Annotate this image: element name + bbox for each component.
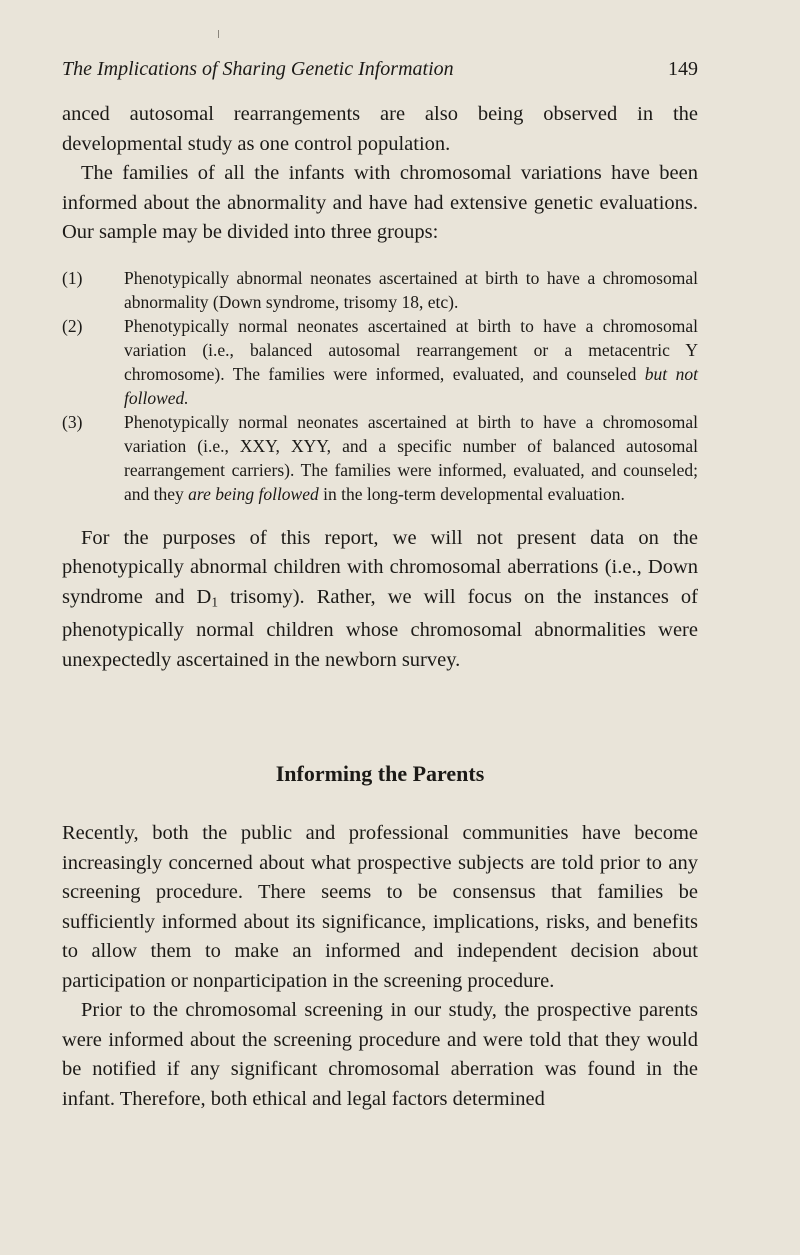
scan-mark bbox=[218, 30, 219, 38]
list-item bbox=[62, 410, 698, 506]
paragraph-text: For the purposes of this report, we will not present data on the phenotypically abnormal children with chromosomal aberrations (i.e., Down syndrome and D bbox=[62, 526, 698, 608]
running-head bbox=[62, 58, 698, 81]
paragraph-prior-screening: Prior to the chromosomal screening in our study, the prospective parents were informed about the screening procedure and were told that they would be notified if any significant chromosomal aberration was found in the infant. Therefore, both ethical and legal factors determined bbox=[62, 999, 698, 1110]
list-item bbox=[62, 314, 698, 410]
list-item-text: Phenotypically normal neonates ascertained at birth to have a chromosomal variation (i.e., XXY, XYY, and a specific number of balanced autosomal rearrangement carriers). The families were informed, evaluated, and counseled; and they bbox=[124, 411, 698, 504]
body-text bbox=[62, 100, 698, 1114]
subscript: 1 bbox=[211, 593, 219, 609]
list-item-emphasis: but not followed. bbox=[124, 363, 698, 408]
paragraph-text-end: trisomy). Rather, we will focus on the instances of phenotypically normal children whose chromosomal abnormalities were unexpectedly ascertained in the newborn survey. bbox=[62, 585, 698, 671]
running-head-title: The Implications of Sharing Genetic Information bbox=[62, 58, 454, 80]
list-marker: (3) bbox=[62, 411, 83, 432]
list-marker: (1) bbox=[62, 267, 83, 288]
paragraph-continued: anced autosomal rearrangements are also being observed in the developmental study as one control population. bbox=[62, 103, 698, 155]
list-marker: (2) bbox=[62, 315, 83, 336]
page-number: 149 bbox=[668, 58, 698, 80]
list-item bbox=[62, 266, 698, 314]
paragraph-informing: Recently, both the public and professional communities have become increasingly concerned about what prospective subjects are told prior to any screening procedure. There seems to be consensus that families be sufficiently informed about its significance, implications, risks, and benefits to allow them to make an informed and independent decision about participation or nonparticipation in the screening procedure. bbox=[62, 822, 698, 992]
groups-list bbox=[62, 266, 698, 506]
list-item-text: Phenotypically abnormal neonates ascertained at birth to have a chromosomal abnormality (Down syndrome, trisomy 18, etc). bbox=[124, 267, 698, 312]
section-heading: Informing the Parents bbox=[275, 761, 485, 787]
list-item-emphasis: are being followed bbox=[188, 483, 319, 504]
list-item-text-end: in the long-term developmental evaluation. bbox=[318, 483, 625, 504]
paragraph-report-focus bbox=[62, 524, 698, 676]
paragraph-groups-intro: The families of all the infants with chromosomal variations have been informed about the abnormality and have had extensive genetic evaluations. Our sample may be divided into three groups: bbox=[62, 162, 698, 243]
list-item-text: Phenotypically normal neonates ascertained at birth to have a chromosomal variation (i.e., balanced autosomal rearrangement or a metacentric Y chromosome). The families were informed, evaluated, and counseled bbox=[124, 315, 698, 384]
